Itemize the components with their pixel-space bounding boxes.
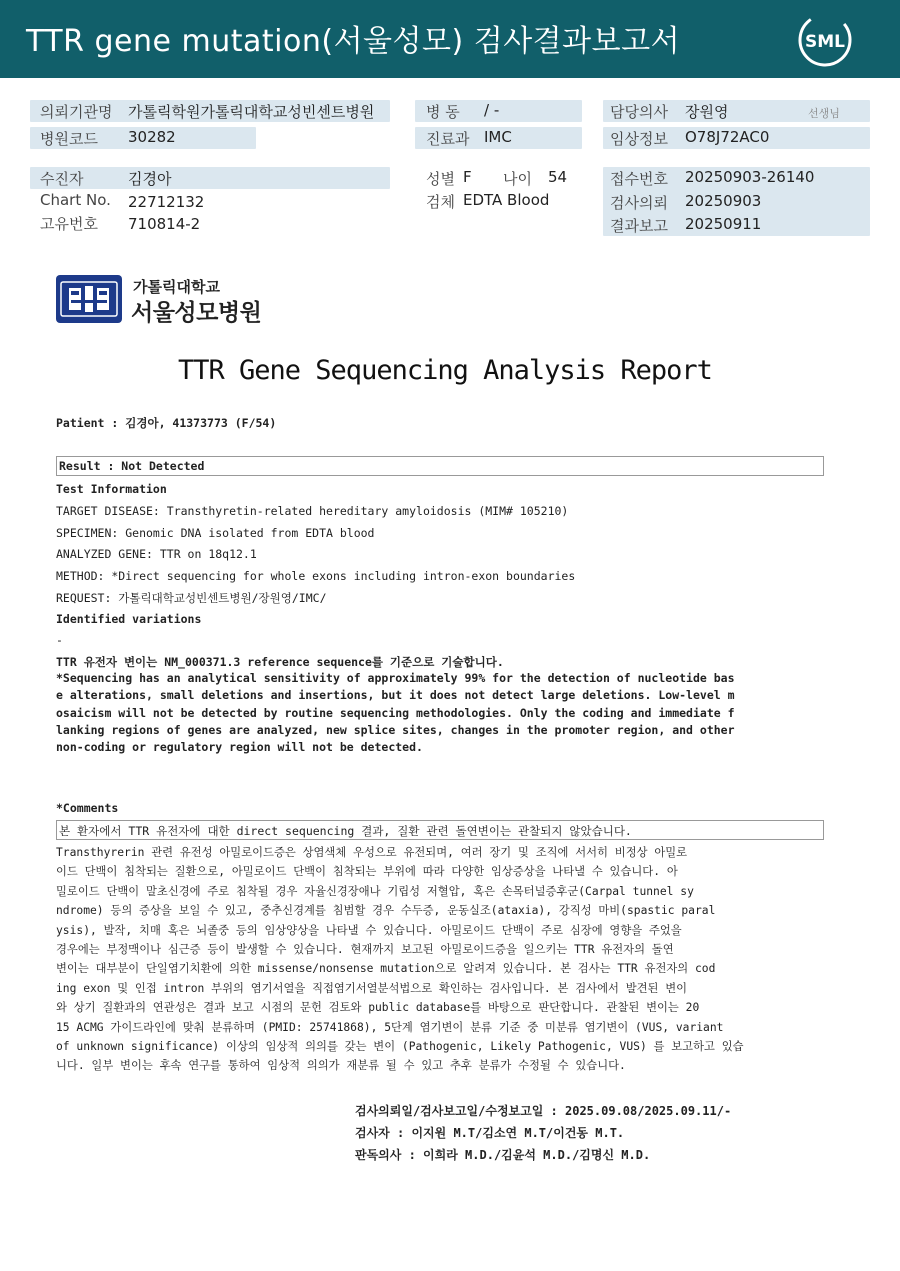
age-label: 나이 bbox=[503, 170, 532, 188]
comment-box-text: 본 환자에서 TTR 유전자에 대한 direct sequencing 결과, 질환 관련 돌연변이는 관찰되지 않았습니다. bbox=[59, 824, 632, 838]
sex-label: 성별 bbox=[426, 170, 455, 188]
dept-value: IMC bbox=[484, 128, 512, 146]
patient-line: Patient : 김경아, 41373773 (F/54) bbox=[56, 416, 277, 430]
dates-line: 검사의뢰일/검사보고일/수정보고일 : 2025.09.08/2025.09.11/- bbox=[355, 1104, 732, 1118]
hospital-code-value: 30282 bbox=[128, 128, 176, 146]
hospital-name: 서울성모병원 bbox=[131, 300, 262, 326]
report-value: 20250911 bbox=[685, 215, 762, 233]
uid-value: 710814-2 bbox=[128, 215, 201, 233]
doctor-label: 담당의사 bbox=[610, 103, 668, 121]
comment-box bbox=[56, 820, 824, 840]
hospital-label: 의뢰기관명 bbox=[40, 103, 113, 121]
comment-paragraph: Transthyrerin 관련 유전성 아밀로이드증은 상염색체 우성으로 유전되며, 여러 장기 및 조직에 서서히 비정상 아밀로 이드 단백이 침착되는 질환으로, 아밀로이드 단백이 침착되는 부위에 따라 다양한 임상증상을 나타낼 수 있습니다. 아 밀로이드 단백이 말초신경에 주로 침착될 경우 자율신경장애나 기립성 저혈압, 혹은 손목터널증후군(Carpal tunnel sy ndrome) 등의 증상을 보일 수 있고, 중추신경계를 침범할 경우 수두증, 운동실조(ataxia), 강직성 마비(spastic paral ysis), 발작, 치매 혹은 뇌졸중 등의 임상양상을 나타낼 수 있습니다. 아밀로이드 단백이 주로 심장에 영향을 주었을 경우에는 부정맥이나 심근증 등이 발생할 수 있습니다. 현재까지 보고된 아밀로이드증을 일으키는 TTR 유전자의 돌연 변이는 대부분이 단일염기치환에 의한 missense/nonsense mutation으로 알려져 있습니다. 본 검사는 TTR 유전자의 cod ing exon 및 인접 intron 부위의 염기서열을 직접염기서열분석법으로 확인하는 검사입니다. 본 검사에서 발견된 변이 와 상기 질환과의 연관성은 결과 보고 시점의 문헌 검토와 public database를 바탕으로 판단합니다. 관찰된 변이는 20 15 ACMG 가이드라인에 맞춰 분류하며 (PMID: 25741868), 5단계 염기변이 분류 기준 중 미분류 염기변이 (VUS, variant of unknown significance) 이상의 임상적 의의를 갖는 변이 (Pathogenic, Likely Pathogenic, VUS) 를 보고하고 있습 니다. 일부 변이는 후속 연구를 통하여 임상적 의의가 재분류 될 수 있고 추후 분류가 수정될 수 있습니다. bbox=[56, 846, 744, 1073]
age-value: 54 bbox=[548, 168, 568, 186]
hospital-value: 가톨릭학원가톨릭대학교성빈센트병원 bbox=[128, 103, 375, 121]
report-header bbox=[0, 0, 900, 78]
target-disease: TARGET DISEASE: Transthyretin-related hereditary amyloidosis (MIM# 105210) bbox=[56, 504, 569, 518]
specimen-label: 검체 bbox=[426, 193, 455, 211]
sex-value: F bbox=[463, 168, 472, 186]
ward-label: 병 동 bbox=[426, 103, 460, 121]
clinical-value: O78J72AC0 bbox=[685, 128, 770, 146]
request-line: REQUEST: 가톨릭대학교성빈센트병원/장원영/IMC/ bbox=[56, 591, 327, 605]
hospital-code-label: 병원코드 bbox=[40, 130, 98, 148]
request-value: 20250903 bbox=[685, 192, 762, 210]
patient-label: 수진자 bbox=[40, 170, 84, 188]
patient-value: 김경아 bbox=[128, 170, 172, 188]
catholic-university-seal-icon bbox=[55, 274, 123, 324]
test-info-heading: Test Information bbox=[56, 482, 167, 496]
analyzed-gene: ANALYZED GENE: TTR on 18q12.1 bbox=[56, 547, 257, 561]
uid-label: 고유번호 bbox=[40, 215, 98, 233]
doctor-value: 장원영 bbox=[685, 103, 729, 121]
report-title: TTR Gene Sequencing Analysis Report bbox=[178, 355, 712, 386]
sml-logo-icon bbox=[797, 12, 853, 68]
comments-heading: *Comments bbox=[56, 801, 119, 815]
svg-text:SML: SML bbox=[805, 32, 845, 52]
report-header-title: TTR gene mutation(서울성모) 검사결과보고서 bbox=[26, 24, 681, 59]
specimen-line: SPECIMEN: Genomic DNA isolated from EDTA blood bbox=[56, 526, 375, 540]
receipt-value: 20250903-26140 bbox=[685, 168, 815, 186]
reference-line: TTR 유전자 변이는 NM_000371.3 reference sequence를 기준으로 기술합니다. bbox=[56, 655, 504, 669]
dept-label: 진료과 bbox=[426, 130, 470, 148]
clinical-label: 임상정보 bbox=[610, 130, 668, 148]
ward-value: / - bbox=[484, 101, 500, 119]
doctor-suffix: 선생님 bbox=[808, 107, 840, 120]
specimen-value: EDTA Blood bbox=[463, 191, 550, 209]
request-label: 검사의뢰 bbox=[610, 194, 668, 212]
patient-bar bbox=[30, 167, 390, 189]
receipt-label: 접수번호 bbox=[610, 170, 668, 188]
method-line: METHOD: *Direct sequencing for whole exons including intron-exon boundaries bbox=[56, 569, 576, 583]
identified-value: - bbox=[56, 633, 63, 647]
examiner-line: 검사자 : 이지원 M.T/김소연 M.T/이건동 M.T. bbox=[355, 1126, 625, 1140]
report-label: 결과보고 bbox=[610, 217, 668, 235]
identified-heading: Identified variations bbox=[56, 612, 202, 626]
reader-line: 판독의사 : 이희라 M.D./김윤석 M.D./김명신 M.D. bbox=[355, 1148, 651, 1162]
sensitivity-paragraph: *Sequencing has an analytical sensitivity of approximately 99% for the detection of nucleotide bas e alterations, small deletions and insertions, but it does not detect large deletions. Low-level m osaicism will not be detected by routine sequencing methodologies. Only the coding and immediate f lanking regions of genes are analyzed, new splice sites, changes in the promoter region, and other non-coding or regulatory region will not be detected. bbox=[56, 671, 735, 755]
result-box bbox=[56, 456, 824, 476]
chart-label: Chart No. bbox=[40, 191, 111, 209]
hospital-sub-name: 가톨릭대학교 bbox=[133, 278, 220, 296]
result-line: Result : Not Detected bbox=[59, 459, 205, 473]
chart-value: 22712132 bbox=[128, 193, 205, 211]
